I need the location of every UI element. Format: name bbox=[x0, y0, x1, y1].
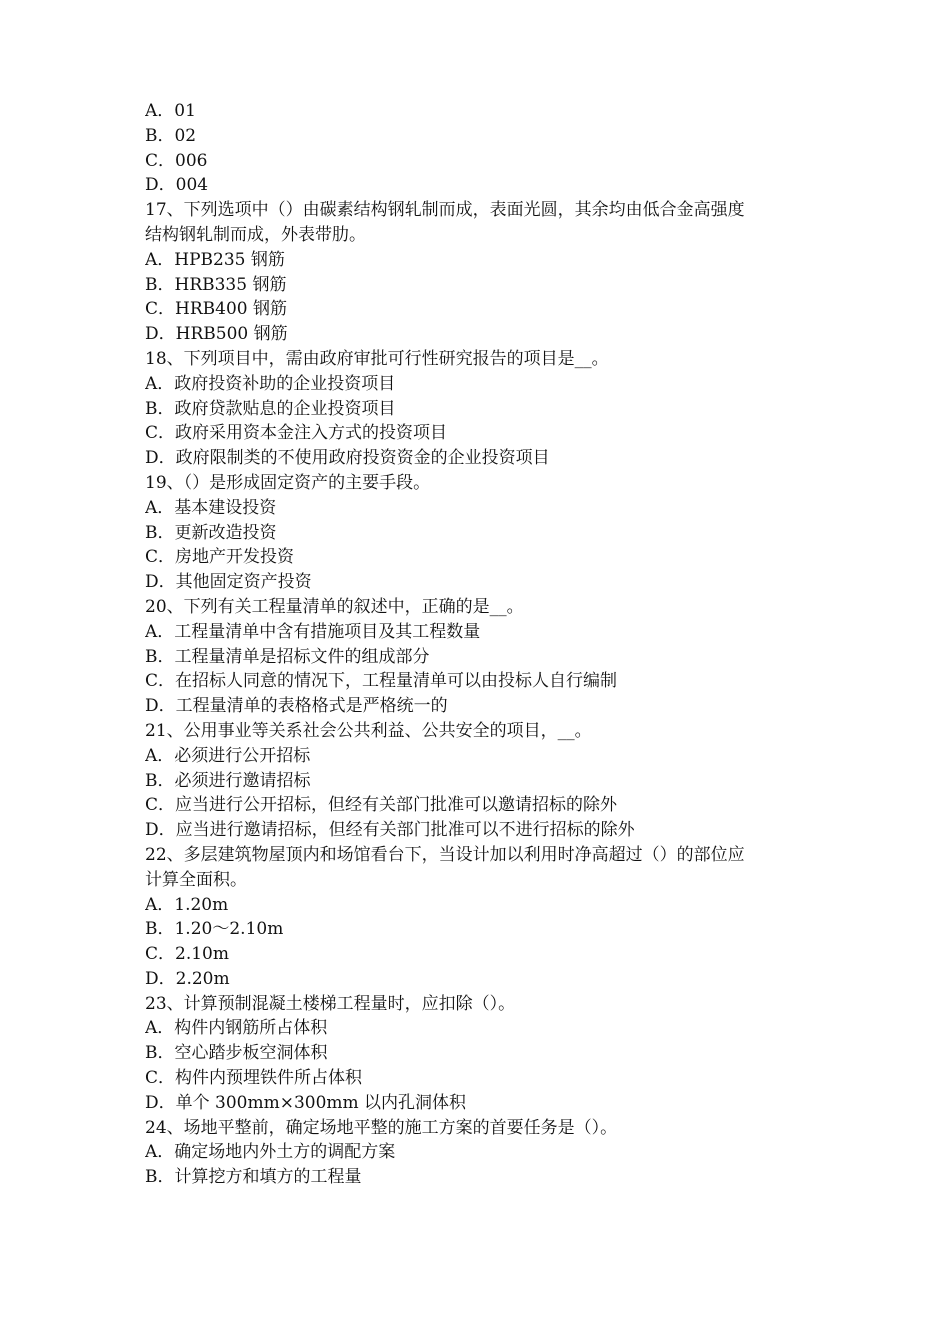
option-line: C．构件内预埋铁件所占体积 bbox=[145, 1068, 363, 1089]
option-line: B．02 bbox=[145, 125, 197, 146]
option-line: C．2.10m bbox=[145, 944, 229, 965]
question-22-continued: 计算全面积。 bbox=[145, 869, 247, 890]
option-line: C．应当进行公开招标，但经有关部门批准可以邀请招标的除外 bbox=[145, 795, 618, 816]
option-line: D．004 bbox=[145, 175, 209, 196]
option-line: A．必须进行公开招标 bbox=[145, 745, 311, 766]
option-line: A．确定场地内外土方的调配方案 bbox=[145, 1142, 396, 1163]
option-line: B．政府贷款贴息的企业投资项目 bbox=[145, 398, 396, 419]
option-line: D．应当进行邀请招标，但经有关部门批准可以不进行招标的除外 bbox=[145, 820, 635, 841]
option-line: D．其他固定资产投资 bbox=[145, 572, 312, 593]
option-line: A．1.20m bbox=[145, 894, 229, 915]
option-line: B．必须进行邀请招标 bbox=[145, 770, 311, 791]
option-line: C．006 bbox=[145, 150, 208, 171]
option-line: B．计算挖方和填方的工程量 bbox=[145, 1167, 362, 1188]
question-text-block bbox=[145, 99, 825, 1190]
option-line: C．HRB400 钢筋 bbox=[145, 299, 287, 320]
question-19: 19、（）是形成固定资产的主要手段。 bbox=[145, 472, 431, 493]
question-17: 17、下列选项中（）由碳素结构钢轧制而成，表面光圆，其余均由低合金高强度 bbox=[145, 200, 745, 221]
option-line: B．空心踏步板空洞体积 bbox=[145, 1043, 328, 1064]
question-24: 24、场地平整前，确定场地平整的施工方案的首要任务是（）。 bbox=[145, 1117, 618, 1138]
option-line: A．工程量清单中含有措施项目及其工程数量 bbox=[145, 621, 481, 642]
question-20: 20、下列有关工程量清单的叙述中，正确的是__。 bbox=[145, 596, 524, 617]
option-line: D．2.20m bbox=[145, 968, 230, 989]
option-line: D．HRB500 钢筋 bbox=[145, 324, 288, 345]
option-line: B．HRB335 钢筋 bbox=[145, 274, 287, 295]
question-18: 18、下列项目中，需由政府审批可行性研究报告的项目是__。 bbox=[145, 348, 609, 369]
option-line: A．政府投资补助的企业投资项目 bbox=[145, 373, 396, 394]
option-line: B．更新改造投资 bbox=[145, 522, 277, 543]
option-line: C．在招标人同意的情况下，工程量清单可以由投标人自行编制 bbox=[145, 671, 618, 692]
option-line: A．基本建设投资 bbox=[145, 497, 277, 518]
option-line: A．构件内钢筋所占体积 bbox=[145, 1018, 328, 1039]
option-line: B．工程量清单是招标文件的组成部分 bbox=[145, 646, 430, 667]
option-line: A．HPB235 钢筋 bbox=[145, 249, 285, 270]
question-23: 23、计算预制混凝土楼梯工程量时，应扣除（）。 bbox=[145, 993, 516, 1014]
question-21: 21、公用事业等关系社会公共利益、公共安全的项目，__。 bbox=[145, 720, 592, 741]
question-22: 22、多层建筑物屋顶内和场馆看台下，当设计加以利用时净高超过（）的部位应 bbox=[145, 844, 745, 865]
option-line: D．单个 300mm×300mm 以内孔洞体积 bbox=[145, 1092, 467, 1113]
option-line: B．1.20～2.10m bbox=[145, 919, 284, 940]
option-line: A．01 bbox=[145, 101, 196, 121]
question-17-continued: 结构钢轧制而成，外表带肋。 bbox=[145, 224, 366, 245]
option-line: D．工程量清单的表格格式是严格统一的 bbox=[145, 696, 448, 717]
option-line: D．政府限制类的不使用政府投资资金的企业投资项目 bbox=[145, 448, 550, 469]
option-line: C．政府采用资本金注入方式的投资项目 bbox=[145, 423, 448, 444]
option-line: C．房地产开发投资 bbox=[145, 547, 295, 568]
